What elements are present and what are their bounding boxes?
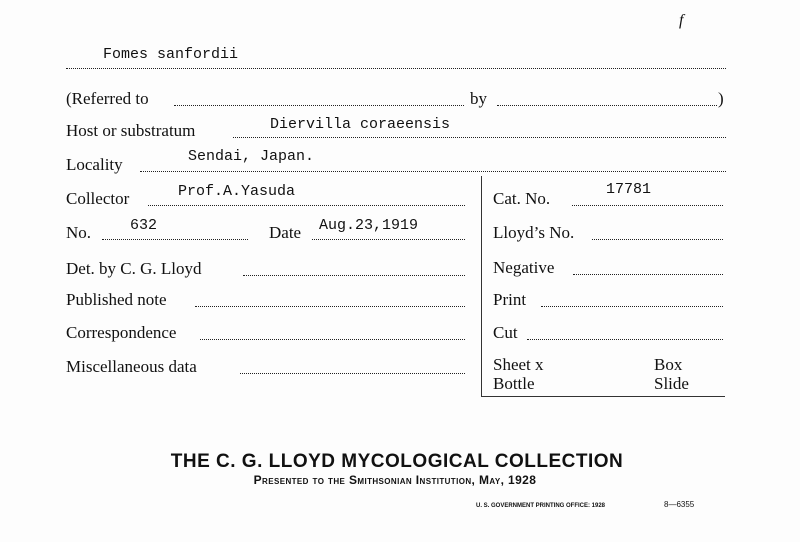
correspondence-line: [200, 339, 465, 340]
slide-label: Slide: [654, 374, 689, 393]
collector-label: Collector: [66, 189, 130, 208]
cat-no-value: 17781: [606, 181, 652, 198]
number-line: [102, 239, 248, 240]
negative-line: [573, 274, 723, 275]
cut-line: [527, 339, 723, 340]
print-label: Print: [493, 290, 527, 309]
correspondence-label: Correspondence: [66, 323, 177, 342]
collection-subtitle: Presented to the Smithsonian Institution, May, 1928: [253, 473, 537, 487]
lloyds-no-label: Lloyd’s No.: [493, 223, 575, 242]
det-by-line: [243, 275, 465, 276]
host-label: Host or substratum: [66, 121, 196, 140]
number-label: No.: [66, 223, 92, 242]
published-note-label: Published note: [66, 290, 167, 309]
printing-office-note: U. S. GOVERNMENT PRINTING OFFICE: 1928: [476, 503, 606, 509]
sheet-label: Sheet x: [493, 355, 544, 374]
locality-value: Sendai, Japan.: [188, 148, 315, 165]
cut-label: Cut: [493, 323, 518, 342]
negative-label: Negative: [493, 258, 555, 277]
corner-mark: f: [679, 12, 684, 29]
species-line: [66, 68, 726, 69]
cat-no-line: [572, 205, 723, 206]
species-name: Fomes sanfordii: [103, 46, 239, 63]
published-note-line: [195, 306, 465, 307]
by-label: by: [470, 89, 487, 108]
bottle-label: Bottle: [493, 374, 535, 393]
cat-no-label: Cat. No.: [493, 189, 551, 208]
box-left-border: [481, 176, 482, 396]
date-line: [312, 239, 465, 240]
collection-title: THE C. G. LLOYD MYCOLOGICAL COLLECTION: [170, 451, 624, 472]
collector-value: Prof.A.Yasuda: [178, 183, 296, 200]
locality-line: [140, 171, 726, 172]
misc-data-line: [240, 373, 465, 374]
box-bottom-border: [481, 396, 725, 397]
misc-data-label: Miscellaneous data: [66, 357, 197, 376]
det-by-label: Det. by C. G. Lloyd: [66, 259, 202, 278]
date-value: Aug.23,1919: [319, 217, 419, 234]
by-line: [497, 105, 717, 106]
form-number: 8—6355: [664, 500, 695, 509]
host-line: [233, 137, 726, 138]
box-label: Box: [654, 355, 683, 374]
collector-line: [148, 205, 465, 206]
referred-to-label: (Referred to: [66, 89, 149, 108]
lloyds-no-line: [592, 239, 723, 240]
print-line: [541, 306, 723, 307]
close-paren: ): [718, 89, 724, 108]
referred-to-line: [174, 105, 464, 106]
host-value: Diervilla coraeensis: [270, 116, 451, 133]
locality-label: Locality: [66, 155, 123, 174]
number-value: 632: [130, 217, 158, 234]
date-label: Date: [269, 223, 302, 242]
